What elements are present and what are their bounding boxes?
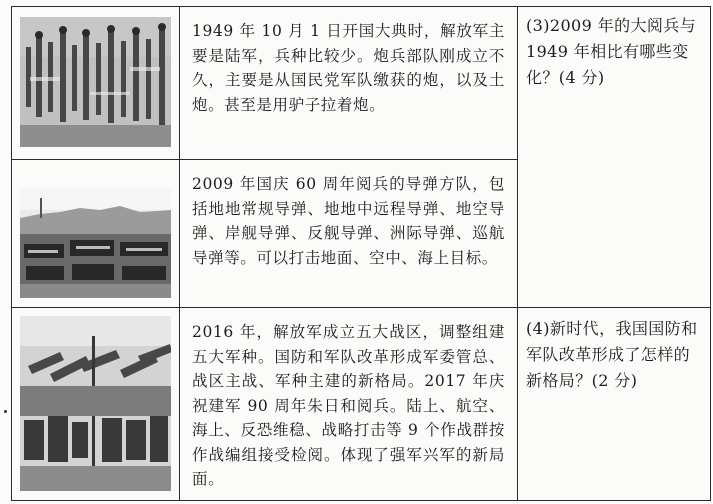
table-row [12, 7, 711, 160]
military-parade-2017-photo [20, 316, 171, 491]
description-text: 2009 年国庆 60 周年阅兵的导弹方队，包括地地常规导弹、地地中远程导弹、地空导弹、岸舰导弹、反舰导弹、洲际导弹、巡航导弹等。可以打击地面、空中、海上目标。 [192, 175, 505, 267]
question-cell [518, 7, 711, 308]
description-cell [180, 308, 518, 501]
photo-cell [12, 160, 180, 308]
question-text: (4)新时代，我国国防和军队改革形成了怎样的新格局？(2 分) [526, 319, 698, 390]
parade-marching-photo [20, 17, 171, 147]
photo-cell [12, 308, 180, 501]
question-cell [518, 308, 711, 501]
missile-parade-photo [20, 188, 171, 298]
photo-cell [12, 7, 180, 160]
description-text: 1949 年 10 月 1 日开国大典时，解放军主要是陆军，兵种比较少。炮兵部队刚成立不久，主要是从国民党军队缴获的炮，以及土炮。甚至是用驴子拉着炮。 [192, 22, 505, 114]
description-cell [180, 7, 518, 160]
description-cell [180, 160, 518, 308]
question-text: (3)2009 年的大阅兵与 1949 年相比有哪些变化？(4 分) [526, 16, 697, 87]
description-text: 2016 年，解放军成立五大战区，调整组建五大军种。国防和军队改革形成军委管总、战区主战、军种主建的新格局。2017 年庆祝建军 90 周年朱日和阅兵。陆上、航空、海上、反恐维稳、战略打击等 9 个作战群按作战编组接受检阅。体现了强军兴军的新局面。 [192, 323, 505, 488]
stray-mark [4, 410, 7, 413]
question-table [11, 6, 711, 501]
table-row [12, 308, 711, 501]
